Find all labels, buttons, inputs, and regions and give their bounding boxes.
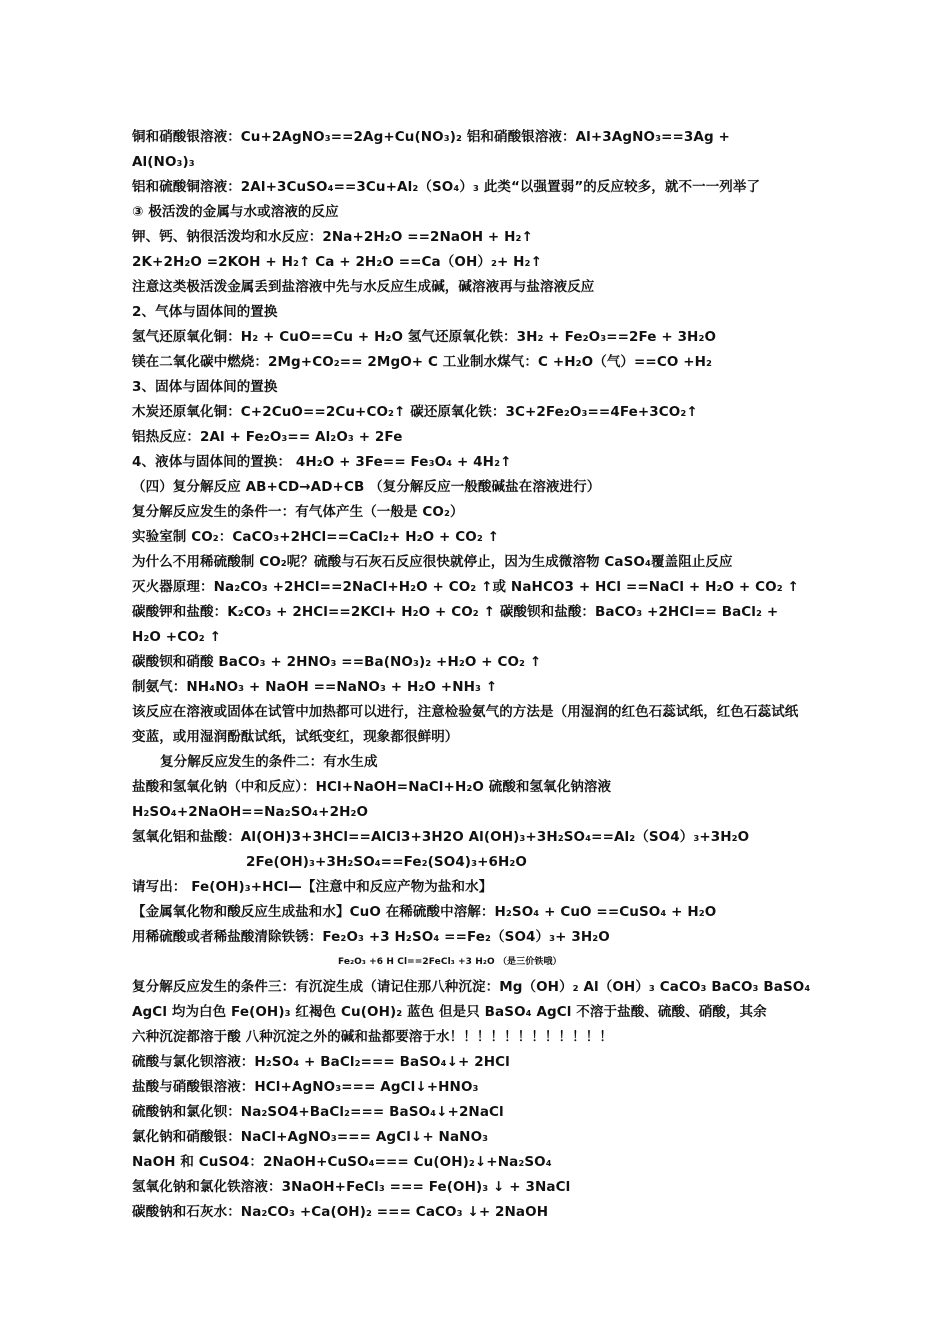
text-line: 盐酸与硝酸银溶液：HCl+AgNO₃=== AgCl↓+HNO₃ xyxy=(132,1079,479,1095)
section-heading: 复分解反应发生的条件二：有水生成 xyxy=(160,754,378,770)
text-line: Fe₂O₃ +6 H Cl==2FeCl₃ +3 H₂O （是三价铁哦） xyxy=(338,957,562,967)
text-line: 盐酸和氢氧化钠（中和反应）：HCl+NaOH=NaCl+H₂O 硫酸和氢氧化钠溶液 xyxy=(132,779,612,795)
text-line: 制氨气：NH₄NO₃ + NaOH ==NaNO₃ + H₂O +NH₃ ↑ xyxy=(132,679,498,695)
text-line: 复分解反应发生的条件三：有沉淀生成（请记住那八种沉淀：Mg（OH）₂ Al（OH）₃ CaCO₃ BaCO₃ BaSO₄ xyxy=(132,979,811,995)
text-line: 镁在二氧化碳中燃烧：2Mg+CO₂== 2MgO+ C 工业制水煤气：C +H₂O（气）==CO +H₂ xyxy=(132,354,713,370)
text-line: H₂SO₄+2NaOH==Na₂SO₄+2H₂O xyxy=(132,804,369,820)
text-line: 注意这类极活泼金属丢到盐溶液中先与水反应生成碱，碱溶液再与盐溶液反应 xyxy=(132,279,595,295)
text-line: 硫酸与氯化钡溶液：H₂SO₄ + BaCl₂=== BaSO₄↓+ 2HCl xyxy=(132,1054,510,1070)
text-line: 碳酸钠和石灰水：Na₂CO₃ +Ca(OH)₂ === CaCO₃ ↓+ 2NaOH xyxy=(132,1204,549,1220)
text-line: ③ 极活泼的金属与水或溶液的反应 xyxy=(132,204,339,220)
text-line: 2Fe(OH)₃+3H₂SO₄==Fe₂(SO4)₃+6H₂O xyxy=(246,854,527,870)
section-heading: 2、气体与固体间的置换 xyxy=(132,304,278,320)
text-line: H₂O +CO₂ ↑ xyxy=(132,629,222,645)
text-line: 复分解反应发生的条件一：有气体产生（一般是 CO₂） xyxy=(132,504,464,520)
text-line: 2K+2H₂O =2KOH + H₂↑ Ca + 2H₂O ==Ca（OH）₂+ H₂↑ xyxy=(132,254,542,270)
text-line: 氢气还原氧化铜：H₂ + CuO==Cu + H₂O 氢气还原氧化铁：3H₂ + Fe₂O₃==2Fe + 3H₂O xyxy=(132,329,717,345)
section-heading: 4、液体与固体间的置换： 4H₂O + 3Fe== Fe₃O₄ + 4H₂↑ xyxy=(132,454,512,470)
text-line: 实验室制 CO₂：CaCO₃+2HCl==CaCl₂+ H₂O + CO₂ ↑ xyxy=(132,529,500,545)
text-line: 该反应在溶液或固体在试管中加热都可以进行，注意检验氨气的方法是（用湿润的红色石蕊试纸，红色石蕊试纸 xyxy=(132,704,799,720)
text-line: 木炭还原氧化铜：C+2CuO==2Cu+CO₂↑ 碳还原氧化铁：3C+2Fe₂O₃==4Fe+3CO₂↑ xyxy=(132,404,698,420)
text-line: 氢氧化铝和盐酸：Al(OH)3+3HCl==AlCl3+3H2O Al(OH)₃+3H₂SO₄==Al₂（SO4）₃+3H₂O xyxy=(132,829,750,845)
text-line: 铜和硝酸银溶液：Cu+2AgNO₃==2Ag+Cu(NO₃)₂ 铝和硝酸银溶液：Al+3AgNO₃==3Ag + xyxy=(132,129,730,145)
text-line: 灭火器原理：Na₂CO₃ +2HCl==2NaCl+H₂O + CO₂ ↑或 NaHCO3 + HCl ==NaCl + H₂O + CO₂ ↑ xyxy=(132,579,799,595)
text-line: NaOH 和 CuSO4：2NaOH+CuSO₄=== Cu(OH)₂↓+Na₂SO₄ xyxy=(132,1154,552,1170)
text-line: 六种沉淀都溶于酸 八种沉淀之外的碱和盐都要溶于水！！！！！！！！！！！！ xyxy=(132,1029,613,1045)
text-line: 氯化钠和硝酸银：NaCl+AgNO₃=== AgCl↓+ NaNO₃ xyxy=(132,1129,489,1145)
text-line: 【金属氧化物和酸反应生成盐和水】CuO 在稀硫酸中溶解：H₂SO₄ + CuO ==CuSO₄ + H₂O xyxy=(132,904,717,920)
text-line: 钾、钙、钠很活泼均和水反应：2Na+2H₂O ==2NaOH + H₂↑ xyxy=(132,229,533,245)
text-line: 氢氧化钠和氯化铁溶液：3NaOH+FeCl₃ === Fe(OH)₃ ↓ + 3NaCl xyxy=(132,1179,571,1195)
text-line: 碳酸钾和盐酸：K₂CO₃ + 2HCl==2KCl+ H₂O + CO₂ ↑ 碳酸钡和盐酸：BaCO₃ +2HCl== BaCl₂ + xyxy=(132,604,779,620)
text-line: 为什么不用稀硫酸制 CO₂呢？硫酸与石灰石反应很快就停止，因为生成微溶物 CaSO₄覆盖阻止反应 xyxy=(132,554,733,570)
text-line: 铝热反应：2Al + Fe₂O₃== Al₂O₃ + 2Fe xyxy=(132,429,403,445)
text-line: 硫酸钠和氯化钡：Na₂SO4+BaCl₂=== BaSO₄↓+2NaCl xyxy=(132,1104,504,1120)
section-heading: （四）复分解反应 AB+CD→AD+CB （复分解反应一般酸碱盐在溶液进行） xyxy=(132,479,601,495)
section-heading: 3、固体与固体间的置换 xyxy=(132,379,278,395)
text-line: 用稀硫酸或者稀盐酸清除铁锈：Fe₂O₃ +3 H₂SO₄ ==Fe₂（SO4）₃+ 3H₂O xyxy=(132,929,610,945)
text-line: Al(NO₃)₃ xyxy=(132,154,195,170)
text-line: 铝和硫酸铜溶液：2Al+3CuSO₄==3Cu+Al₂（SO₄）₃ 此类“以强置弱”的反应较多，就不一一列举了 xyxy=(132,179,761,195)
text-line: 请写出： Fe(OH)₃+HCl—【注意中和反应产物为盐和水】 xyxy=(132,879,493,895)
text-line: 碳酸钡和硝酸 BaCO₃ + 2HNO₃ ==Ba(NO₃)₂ +H₂O + CO₂ ↑ xyxy=(132,654,542,670)
text-line: 变蓝，或用湿润酚酞试纸，试纸变红，现象都很鲜明） xyxy=(132,729,459,745)
text-line: AgCl 均为白色 Fe(OH)₃ 红褐色 Cu(OH)₂ 蓝色 但是只 BaSO₄ AgCl 不溶于盐酸、硫酸、硝酸，其余 xyxy=(132,1004,767,1020)
